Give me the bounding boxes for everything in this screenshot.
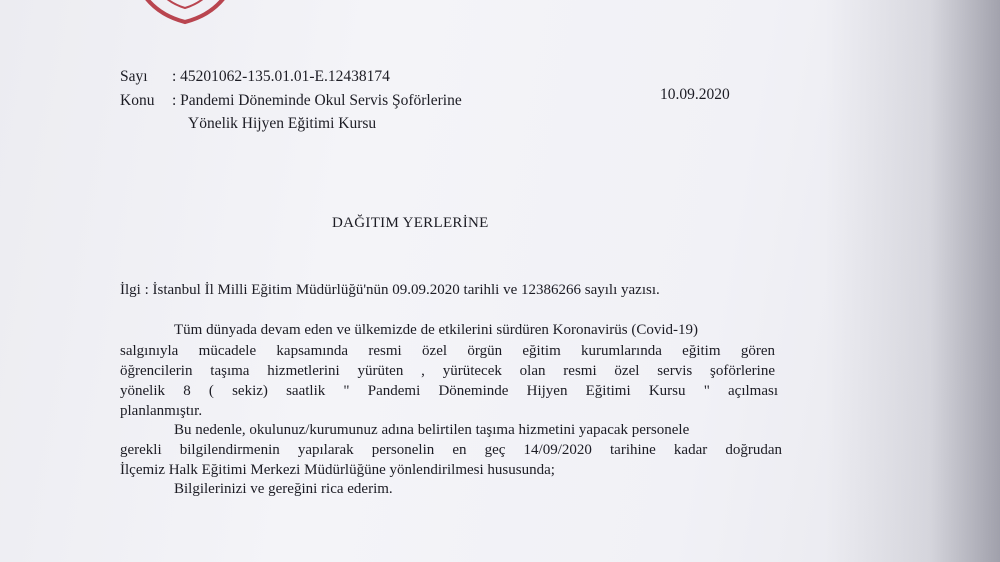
document-date: 10.09.2020 <box>660 86 730 103</box>
ilgi-line: İlgi : İstanbul İl Milli Eğitim Müdürlüğü'nün 09.09.2020 tarihli ve 12386266 sayılı yazısı. <box>120 282 660 298</box>
closing-line: Bilgilerinizi ve gereğini rica ederim. <box>174 481 393 497</box>
body-p2-line-1: Bu nedenle, okulunuz/kurumunuz adına belirtilen taşıma hizmetini yapacak personele <box>174 422 690 438</box>
body-p1-line-4: yönelik 8 ( sekiz) saatlik " Pandemi Döneminde Hijyen Eğitimi Kursu " açılması <box>120 383 778 399</box>
distribution-title: DAĞITIM YERLERİNE <box>332 215 489 231</box>
konu-line-2: Yönelik Hijyen Eğitimi Kursu <box>188 115 377 132</box>
konu-line-1: : Pandemi Döneminde Okul Servis Şoförlerine <box>172 92 462 109</box>
body-p1-line-2: salgınıyla mücadele kapsamında resmi özel örgün eğitim kurumlarında eğitim gören <box>120 343 775 359</box>
page-edge-shadow <box>825 0 1000 562</box>
body-p1-line-3: öğrencilerin taşıma hizmetlerini yürüten , yürütecek olan resmi özel servis şoförlerine <box>120 363 775 379</box>
official-seal-icon <box>120 0 250 28</box>
body-p1-line-1: Tüm dünyada devam eden ve ülkemizde de etkilerini sürdüren Koronavirüs (Covid-19) <box>174 322 699 338</box>
body-p2-line-3: İlçemiz Halk Eğitimi Merkezi Müdürlüğüne yönlendirilmesi hususunda; <box>120 462 555 478</box>
sayi-value: : 45201062-135.01.01-E.12438174 <box>172 68 390 85</box>
body-p1-line-5: planlanmıştır. <box>120 403 203 419</box>
konu-label: Konu <box>120 92 155 109</box>
body-p2-line-2: gerekli bilgilendirmenin yapılarak personelin en geç 14/09/2020 tarihine kadar doğrudan <box>120 442 782 458</box>
sayi-label: Sayı <box>120 68 148 85</box>
